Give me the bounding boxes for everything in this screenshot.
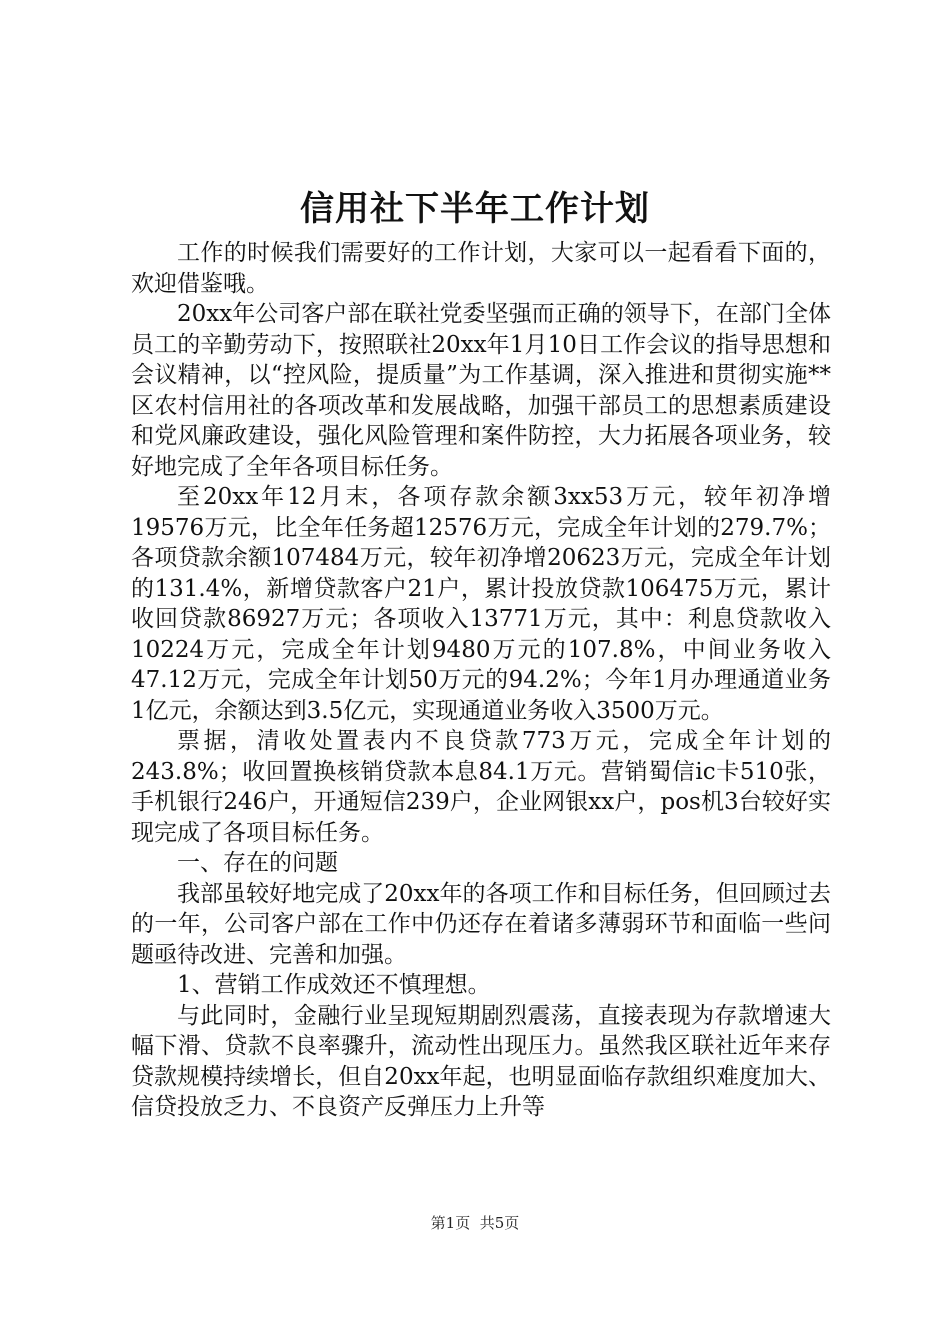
section-heading-problems: 一、存在的问题	[177, 850, 338, 876]
document-body	[131, 238, 831, 1123]
subheading-marketing: 1、营销工作成效还不慎理想。	[177, 972, 491, 998]
document-title: 信用社下半年工作计划	[300, 189, 650, 229]
page-total: 共5页	[479, 1214, 520, 1232]
page-footer	[0, 1213, 950, 1233]
page-number: 第1页	[430, 1214, 471, 1232]
paragraph-results: 至20xx年12月末，各项存款余额3xx53万元，较年初净增19576万元，比全年任务超12576万元，完成全年计划的279.7%；各项贷款余额107484万元，较年初净增20623万元，完成全年计划的131.4%，新增贷款客户21户，累计投放贷款106475万元，累计收回贷款86927万元；各项收入13771万元，其中：利息贷款收入10224万元，完成全年计划9480万元的107.8%，中间业务收入47.12万元，完成全年计划50万元的94.2%；今年1月办理通道业务1亿元，余额达到3.5亿元，实现通道业务收入3500万元。	[131, 484, 831, 724]
paragraph-bills: 票据，清收处置表内不良贷款773万元，完成全年计划的243.8%；收回置换核销贷款本息84.1万元。营销蜀信ic卡510张，手机银行246户，开通短信239户，企业网银xx户，pos机3台较好实现完成了各项目标任务。	[131, 728, 831, 846]
paragraph-intro: 工作的时候我们需要好的工作计划，大家可以一起看看下面的，欢迎借鉴哦。	[131, 240, 831, 297]
paragraph-overview: 20xx年公司客户部在联社党委坚强而正确的领导下，在部门全体员工的辛勤劳动下，按照联社20xx年1月10日工作会议的指导思想和会议精神，以“控风险，提质量”为工作基调，深入推进和贯彻实施**区农村信用社的各项改革和发展战略，加强干部员工的思想素质建设和党风廉政建设，强化风险管理和案件防控，大力拓展各项业务，较好地完成了全年各项目标任务。	[131, 301, 831, 480]
paragraph-problems: 我部虽较好地完成了20xx年的各项工作和目标任务，但回顾过去的一年，公司客户部在工作中仍还存在着诸多薄弱环节和面临一些问题亟待改进、完善和加强。	[131, 880, 831, 968]
paragraph-market: 与此同时，金融行业呈现短期剧烈震荡，直接表现为存款增速大幅下滑、贷款不良率骤升，流动性出现压力。虽然我区联社近年来存贷款规模持续增长，但自20xx年起，也明显面临存款组织难度加大、信贷投放乏力、不良资产反弹压力上升等	[131, 1002, 831, 1120]
